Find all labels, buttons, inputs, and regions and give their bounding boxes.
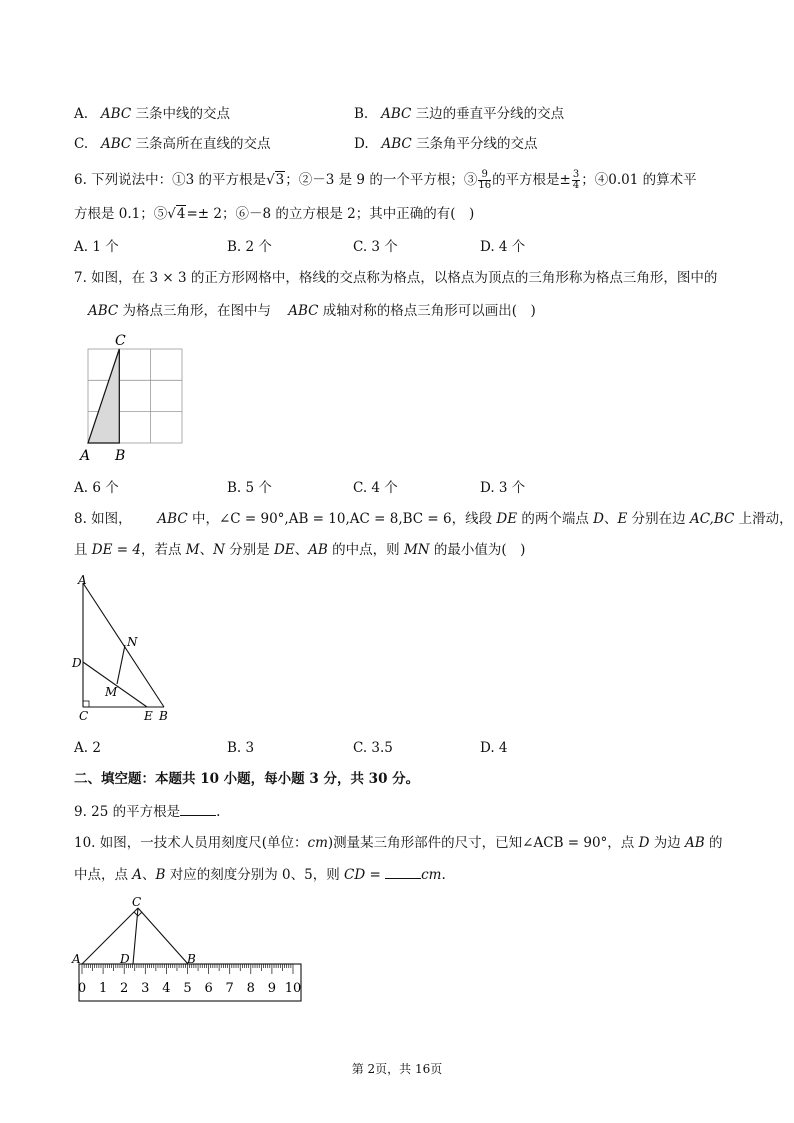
label-n: N: [127, 635, 138, 649]
fraction-3-4: $\frac{3}{4}$: [572, 169, 580, 191]
label-e: E: [144, 709, 153, 723]
ruler-number: 3: [141, 981, 150, 996]
triangle-abc: [88, 349, 119, 443]
q7-option-b: B. 5 个: [227, 480, 272, 496]
q5-option-a: A. ABC 三条中线的交点: [74, 106, 230, 122]
label-c: C: [132, 895, 142, 909]
label-b: B: [159, 709, 168, 723]
q5-option-c: C. ABC 三条高所在直线的交点: [74, 136, 271, 152]
q6-option-b: B. 2 个: [227, 239, 272, 255]
q10-ruler-figure: [70, 895, 310, 1005]
ruler-number: 5: [183, 981, 192, 996]
q6-option-d: D. 4 个: [480, 239, 526, 255]
q7-option-a: A. 6 个: [74, 480, 119, 496]
q10-line1: 10. 如图，一技术人员用刻度尺(单位：cm)测量某三角形部件的尺寸，已知∠ACB = 90°，点 D 为边 AB 的: [74, 835, 723, 851]
q9: 9. 25 的平方根是 .: [74, 801, 220, 822]
q10-line2: 中点，点 A、B 对应的刻度分别为 0、5，则 CD = cm.: [74, 864, 446, 885]
q6-line2: 方根是 0.1；⑤√4=± 2；⑥－8 的立方根是 2；其中正确的有( ): [74, 206, 475, 222]
label-m: M: [105, 685, 118, 699]
q6-options: [74, 237, 774, 257]
answer-blank: [180, 801, 216, 816]
q6-option-c: C. 3 个: [353, 239, 398, 255]
label-a: A: [72, 952, 81, 966]
ruler-number: 10: [284, 981, 302, 996]
q5-option-b: B. ABC 三边的垂直平分线的交点: [354, 106, 565, 122]
q8-line2: 且 DE = 4，若点 M、N 分别是 DE、AB 的中点，则 MN 的最小值为( ): [74, 542, 526, 558]
label-b: B: [115, 448, 126, 464]
page-footer: 第 2页，共 16页: [351, 1062, 443, 1076]
label-d: D: [120, 952, 130, 966]
label-a: A: [78, 573, 87, 587]
fraction-9-16: $\frac{9}{16}$: [478, 169, 492, 191]
section-heading-fill-in: 二、填空题：本题共 10 小题，每小题 3 分，共 30 分。: [74, 771, 420, 787]
q8-option-d: D. 4: [480, 740, 508, 756]
q8-option-a: A. 2: [74, 740, 101, 756]
q8-option-c: C. 3.5: [353, 740, 393, 756]
ruler-number: 4: [162, 981, 171, 996]
label-c: C: [115, 333, 126, 349]
label-a: A: [80, 448, 91, 464]
ruler-number: 7: [225, 981, 234, 996]
ruler-number: 1: [98, 981, 108, 996]
ruler-number: 0: [77, 981, 87, 996]
q5-option-d: D. ABC 三条角平分线的交点: [354, 136, 538, 152]
q7-line2: ABC 为格点三角形，在图中与 ABC 成轴对称的格点三角形可以画出( ): [88, 303, 536, 319]
q8-option-b: B. 3: [227, 740, 255, 756]
ruler-number: 9: [267, 981, 277, 996]
q8-triangle-figure: [70, 570, 180, 725]
q6-line1: 6. 下列说法中：①3 的平方根是√3；②－3 是 9 的一个平方根；③ $\frac{9}{16}$ 的平方根是± $\frac{3}{4}$ ；④0.01 的算术平: [74, 169, 697, 191]
q6-option-a: A. 1 个: [74, 239, 119, 255]
label-b: B: [187, 952, 196, 966]
q8-options: [74, 738, 774, 758]
q7-grid-figure: [75, 330, 190, 465]
q7-option-d: D. 3 个: [480, 480, 526, 496]
q7-option-c: C. 4 个: [353, 480, 398, 496]
ruler-number: 6: [204, 981, 213, 996]
q8-line1: 8. 如图， ABC 中，∠C = 90°,AB = 10,AC = 8,BC = 6，线段 DE 的两个端点 D、E 分别在边 AC,BC 上滑动，: [74, 511, 793, 527]
answer-blank: [385, 864, 421, 879]
label-c: C: [79, 709, 89, 723]
q7-line1: 7. 如图，在 3 × 3 的正方形网格中，格线的交点称为格点，以格点为顶点的三角形称为格点三角形，图中的: [74, 270, 718, 286]
ruler-number: 8: [246, 981, 255, 996]
ruler-number: 2: [120, 981, 129, 996]
q7-options: [74, 478, 774, 498]
label-d: D: [72, 656, 82, 670]
